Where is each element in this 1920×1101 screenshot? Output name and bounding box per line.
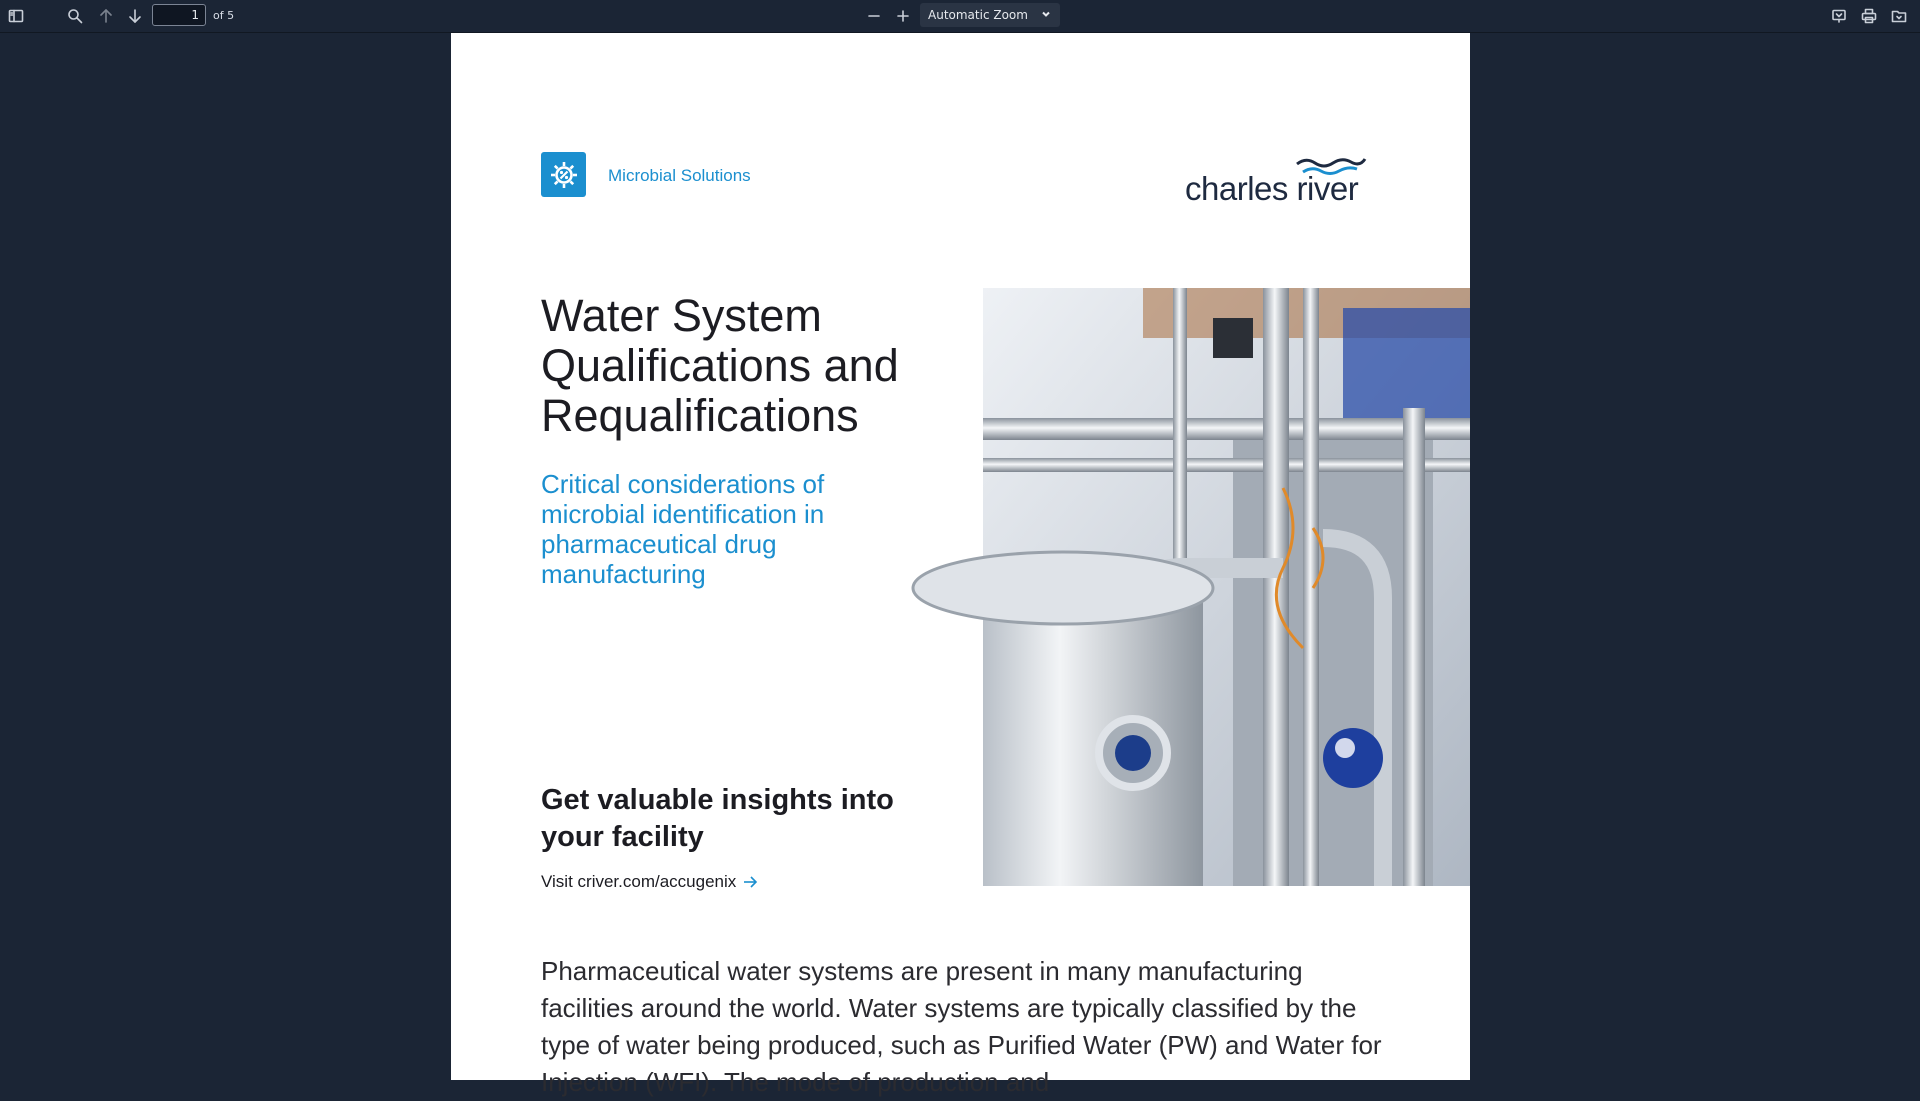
zoom-select[interactable]	[920, 3, 1060, 27]
arrow-down-icon[interactable]	[125, 6, 145, 26]
water-system-photo	[983, 288, 1470, 886]
print-icon[interactable]	[1859, 6, 1879, 26]
visit-accugenix-link[interactable]	[541, 872, 758, 892]
search-icon[interactable]	[65, 6, 85, 26]
zoom-select-value: Automatic Zoom	[928, 8, 1028, 22]
charles-river-logo	[1185, 155, 1385, 215]
save-icon[interactable]	[1889, 6, 1909, 26]
document-subtitle: Critical considerations of microbial identification in pharmaceutical drug manufacturing	[541, 469, 825, 589]
arrow-up-icon[interactable]	[96, 6, 116, 26]
chevron-down-icon	[1040, 8, 1052, 20]
pdf-page	[451, 33, 1470, 1097]
page-number-input[interactable]	[152, 4, 206, 26]
brand-label: Microbial Solutions	[608, 166, 751, 185]
arrow-right-icon	[742, 874, 758, 890]
sidebar-toggle-icon[interactable]	[6, 6, 26, 26]
presentation-icon[interactable]	[1829, 6, 1849, 26]
logo-text: charles river	[1185, 170, 1359, 207]
microbial-gear-icon	[541, 152, 586, 197]
document-title: Water System Qualifications and Requalifications	[541, 290, 899, 441]
zoom-out-icon[interactable]	[864, 6, 884, 26]
zoom-in-icon[interactable]	[893, 6, 913, 26]
pdf-toolbar	[0, 0, 1920, 33]
page-count-label: of 5	[213, 9, 235, 22]
insights-heading: Get valuable insights into your facility	[541, 784, 894, 853]
visit-link-text: Visit criver.com/accugenix	[541, 872, 737, 891]
body-paragraph: Pharmaceutical water systems are present in many manufacturing facilities around the world. Water systems are typically classified by the type of water being produced, such as Purified Water (PW) and Water for Injection (WFI). The mode of production and	[541, 956, 1382, 1097]
